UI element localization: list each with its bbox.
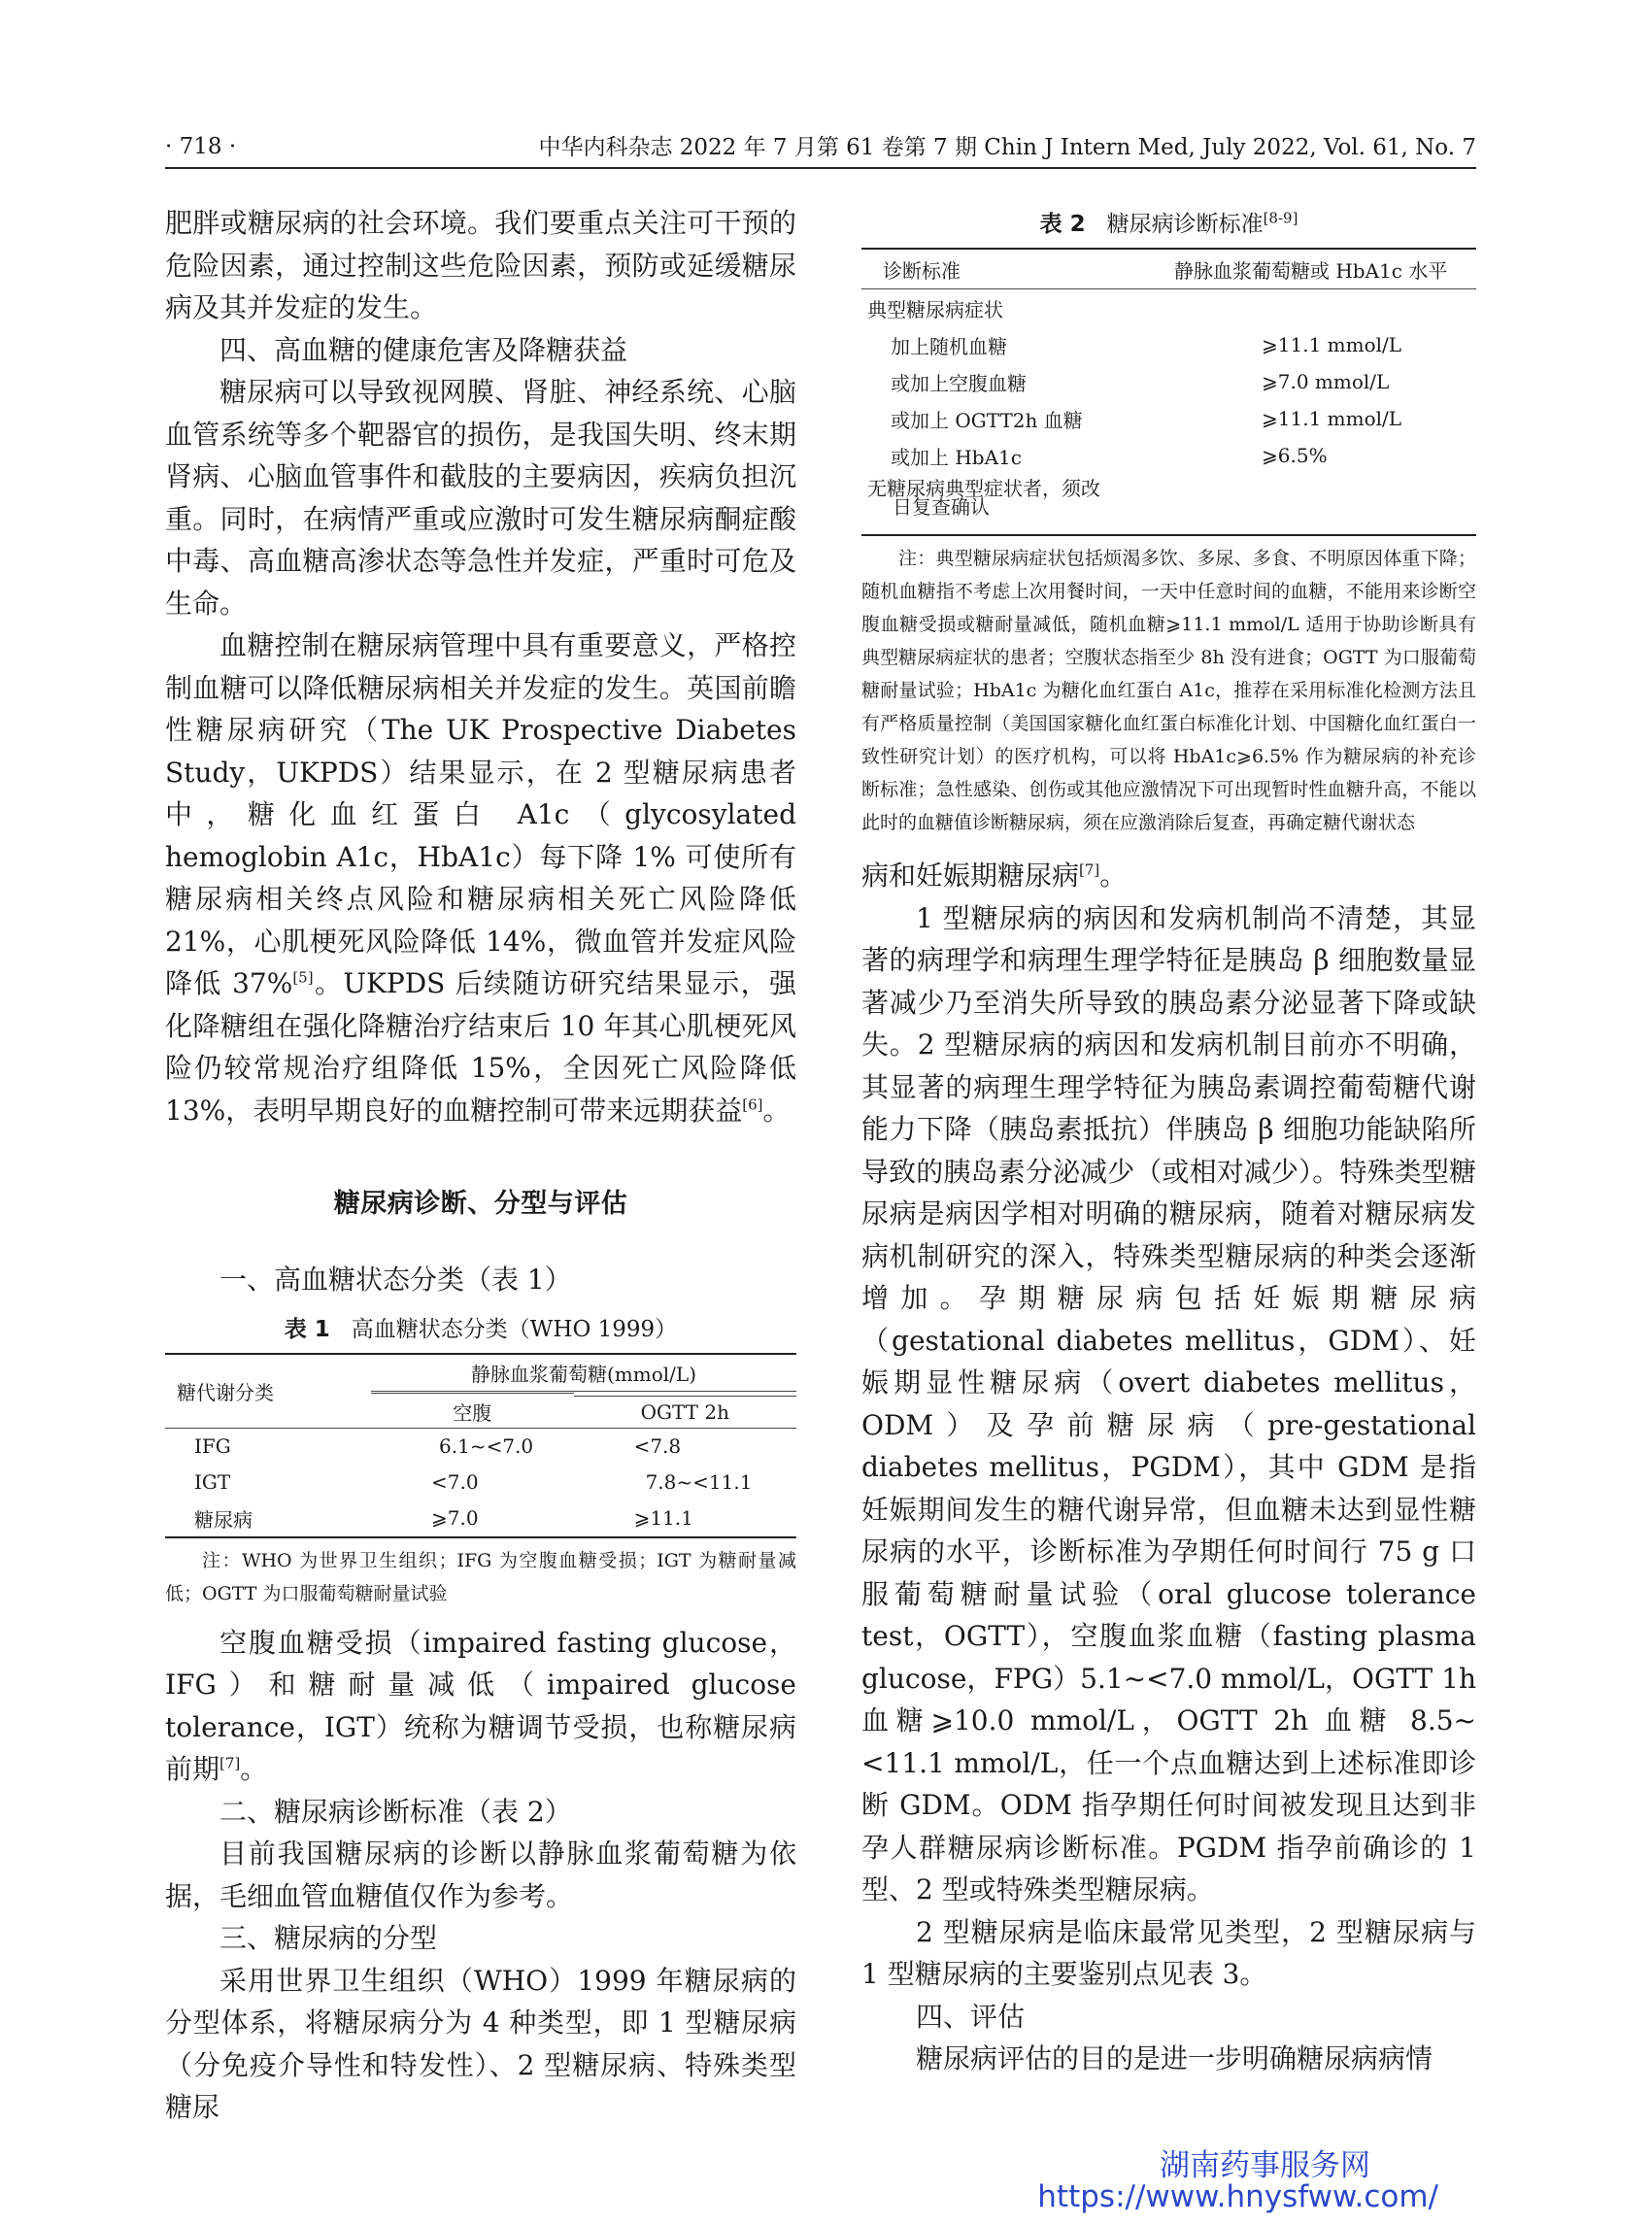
table1-title: 高血糖状态分类（WHO 1999） <box>351 1316 678 1342</box>
page-number: · 718 · <box>165 134 237 159</box>
table2-cell-criteria: 或加上 OGTT2h 血糖 <box>891 408 1083 432</box>
table2-header-level: 静脉血浆葡萄糖或 HbA1c 水平 <box>1174 249 1476 289</box>
table2-cell-criteria: 典型糖尿病症状 <box>867 297 1003 321</box>
paragraph-organ-damage: 糖尿病可以导致视网膜、肾脏、神经系统、心脑血管系统等多个靶器官的损伤，是我国失明、终末期肾病、心脑血管事件和截肢的主要病因，疾病负担沉重。同时，在病情严重或应激时可发生糖尿病酮症酸中毒、高血糖高渗状态等急性并发症，严重时可危及生命。 <box>165 376 796 620</box>
table2-header-criteria: 诊断标准 <box>861 249 1174 289</box>
table1-cell-category: 糖尿病 <box>165 1500 371 1537</box>
table2-caption <box>861 206 1476 238</box>
table-row <box>861 437 1476 474</box>
table-row <box>861 474 1476 535</box>
table1-cell-category: IFG <box>194 1434 231 1458</box>
table2-title: 糖尿病诊断标准 <box>1106 212 1264 237</box>
heading-classification: 一、高血糖状态分类（表 1） <box>219 1264 572 1296</box>
paragraph-text: 。 <box>762 1094 791 1127</box>
table1-label: 表 1 <box>284 1316 330 1342</box>
table1-caption <box>165 1311 796 1343</box>
paragraph-who-classification: 采用世界卫生组织（WHO）1999 年糖尿病的分型体系，将糖尿病分为 4 种类型，即 1 型糖尿病（分免疫介导性和特发性）、2 型糖尿病、特殊类型糖尿 <box>165 1964 796 2123</box>
table-row <box>861 289 1476 327</box>
left-column <box>165 202 796 2129</box>
table1-note: 注：WHO 为世界卫生组织；IFG 为空腹血糖受损；IGT 为糖耐量减低；OGTT 为口服葡萄糖耐量试验 <box>165 1549 796 1604</box>
table1-cell-category: IGT <box>194 1470 231 1494</box>
table1-header-category: 糖代谢分类 <box>165 1354 371 1429</box>
paragraph-text: 血糖控制在糖尿病管理中具有重要意义，严格控制血糖可以降低糖尿病相关并发症的发生。英国前瞻性糖尿病研究（The UK Prospective Diabetes Study，UKPDS）结果显示，在 2 型糖尿病患者中，糖化血红蛋白 A1c（glycosylated hemoglobin A1c，HbA1c）每下降 1% 可使所有糖尿病相关终点风险和糖尿病相关死亡风险降低 21%，心肌梗死风险降低 14%，微血管并发症风险降低 37% <box>165 629 796 999</box>
table-row <box>861 400 1476 437</box>
paragraph-type-differences: 1 型糖尿病的病因和发病机制尚不清楚，其显著的病理学和病理生理学特征是胰岛 β 细胞数量显著减少乃至消失所导致的胰岛素分泌显著下降或缺失。2 型糖尿病的病因和发病机制目前亦不明确，其显著的病理生理学特征为胰岛素调控葡萄糖代谢能力下降（胰岛素抵抗）伴胰岛 β 细胞功能缺陷所导致的胰岛素分泌减少（或相对减少）。特殊类型糖尿病是病因学相对明确的糖尿病，随着对糖尿病发病机制研究的深入，特殊类型糖尿病的种类会逐渐增加。孕期糖尿病包括妊娠期糖尿病（gestational diabetes mellitus，GDM）、妊娠期显性糖尿病（overt diabetes mellitus，ODM）及孕前糖尿病（pre-gestational diabetes mellitus，PGDM），其中 GDM 是指妊娠期间发生的糖代谢异常，但血糖未达到显性糖尿病的水平，诊断标准为孕期任何时间行 75 g 口服葡萄糖耐量试验（oral glucose tolerance test，OGTT），空腹血浆血糖（fasting plasma glucose，FPG）5.1~<7.0 mmol/L，OGTT 1h 血糖⩾10.0 mmol/L，OGTT 2h 血糖 8.5~<11.1 mmol/L，任一个点血糖达到上述标准即诊断 GDM。ODM 指孕期任何时间被发现且达到非孕人群糖尿病诊断标准。PGDM 指孕前确诊的 1 型、2 型或特殊类型糖尿病。 <box>861 901 1476 1905</box>
journal-header: 中华内科杂志 2022 年 7 月第 61 卷第 7 期 Chin J Intern Med, July 2022, Vol. 61, No. 7 <box>538 135 1476 160</box>
table2-cell-level <box>1174 289 1476 327</box>
table2-last-line1: 无糖尿病典型症状者，须改 <box>867 477 1100 500</box>
paragraph-assessment: 糖尿病评估的目的是进一步明确糖尿病病情 <box>916 2042 1433 2074</box>
paragraph-text: 。 <box>240 1753 268 1785</box>
header-rule <box>165 167 1476 169</box>
paragraph-type2-common: 2 型糖尿病是临床最常见类型，2 型糖尿病与 1 型糖尿病的主要鉴别点见表 3。 <box>861 1915 1476 1990</box>
table2-cell-level: ⩾11.1 mmol/L <box>1262 407 1402 430</box>
citation-6: [6] <box>742 1096 763 1114</box>
table-row <box>165 1465 796 1500</box>
table1-header-ogtt-text: OGTT 2h <box>574 1396 796 1424</box>
section-title: 糖尿病诊断、分型与评估 <box>333 1189 628 1219</box>
heading-diagnosis-criteria: 二、糖尿病诊断标准（表 2） <box>219 1795 572 1828</box>
table-row <box>165 1500 796 1537</box>
table2-cell-criteria: 或加上 HbA1c <box>891 445 1022 469</box>
table1-header-group: 静脉血浆葡萄糖(mmol/L) <box>371 1354 796 1392</box>
citation-7: [7] <box>219 1754 241 1772</box>
paragraph-risk-factors: 肥胖或糖尿病的社会环境。我们要重点关注可干预的危险因素，通过控制这些危险因素，预防或延缓糖尿病及其并发症的发生。 <box>165 207 796 323</box>
table-row <box>861 326 1476 363</box>
table2-last-line2: 日复查确认 <box>893 495 990 519</box>
table2 <box>861 248 1476 536</box>
paragraph-glucose-control <box>165 624 796 1131</box>
citation-7: [7] <box>1079 860 1100 879</box>
watermark-site-name: 湖南药事服务网 <box>1160 2148 1370 2183</box>
table2-cell-criteria: 或加上空腹血糖 <box>891 371 1027 395</box>
citation-8-9: [8-9] <box>1263 209 1298 227</box>
paragraph-text: 空腹血糖受损（impaired fasting glucose，IFG）和糖耐量减低（impaired glucose tolerance，IGT）统称为糖调节受损，也称糖尿病前期 <box>165 1626 796 1785</box>
heading-types: 三、糖尿病的分型 <box>219 1922 438 1954</box>
heading-assessment: 四、评估 <box>916 2000 1026 2033</box>
table1-cell-fasting: ⩾7.0 <box>371 1500 574 1537</box>
paragraph-diagnosis-basis: 目前我国糖尿病的诊断以静脉血浆葡萄糖为依据，毛细血管血糖值仅作为参考。 <box>165 1837 796 1912</box>
table2-cell-level: ⩾11.1 mmol/L <box>1262 333 1402 356</box>
watermark-url[interactable]: https://www.hnysfww.com/ <box>1037 2179 1438 2214</box>
table1-cell-ogtt: ⩾11.1 <box>574 1500 796 1537</box>
table-row <box>165 1428 796 1465</box>
table1-cell-fasting: 6.1~<7.0 <box>439 1434 534 1458</box>
paragraph-text: 病和妊娠期糖尿病 <box>861 860 1080 892</box>
citation-5: [5] <box>292 968 314 987</box>
table2-cell-level: ⩾7.0 mmol/L <box>1262 370 1390 393</box>
table2-cell-criteria: 加上随机血糖 <box>891 334 1007 358</box>
table2-cell-criteria <box>861 474 1174 535</box>
table2-label: 表 2 <box>1039 212 1086 237</box>
right-column <box>861 200 1476 2080</box>
table1-cell-ogtt: <7.8 <box>633 1434 682 1458</box>
paragraph-gestational-continued <box>861 855 1476 897</box>
paragraph-text: 。 <box>1099 860 1128 892</box>
table2-note: 注：典型糖尿病症状包括烦渴多饮、多尿、多食、不明原因体重下降；随机血糖指不考虑上次用餐时间，一天中任意时间的血糖，不能用来诊断空腹血糖受损或糖耐量减低，随机血糖⩾11.1 mmol/L 适用于协助诊断具有典型糖尿病症状的患者；空腹状态指至少 8h 没有进食；OGTT 为口服葡萄糖耐量试验；HbA1c 为糖化血红蛋白 A1c，推荐在采用标准化检测方法且有严格质量控制（美国国家糖化血红蛋白标准化计划、中国糖化血红蛋白一致性研究计划）的医疗机构，可以将 HbA1c⩾6.5% 作为糖尿病的补充诊断标准；急性感染、创伤或其他应激情况下可出现暂时性血糖升高，不能以此时的血糖值诊断糖尿病，须在应激消除后复查，再确定糖代谢状态 <box>861 548 1476 833</box>
table1-header-ogtt <box>574 1391 796 1428</box>
table1-cell-fasting: <7.0 <box>431 1470 479 1494</box>
table1-cell-ogtt: 7.8~<11.1 <box>645 1470 753 1494</box>
table1-header-fasting <box>371 1391 574 1428</box>
paragraph-prediabetes <box>165 1622 796 1791</box>
heading-health-hazards: 四、高血糖的健康危害及降糖获益 <box>219 333 628 366</box>
paragraph-text: 。UKPDS 后续随访研究结果显示，强化降糖组在强化降糖治疗结束后 10 年其心肌梗死风险仍较常规治疗组降低 15%，全因死亡风险降低 13%，表明早期良好的血糖控制可带来远期获益 <box>165 967 796 1127</box>
table1 <box>165 1353 796 1538</box>
table2-cell-level: ⩾6.5% <box>1262 444 1328 467</box>
table1-header-fasting-text: 空腹 <box>371 1393 574 1426</box>
table-row <box>861 363 1476 400</box>
table2-cell-level <box>1174 474 1476 535</box>
